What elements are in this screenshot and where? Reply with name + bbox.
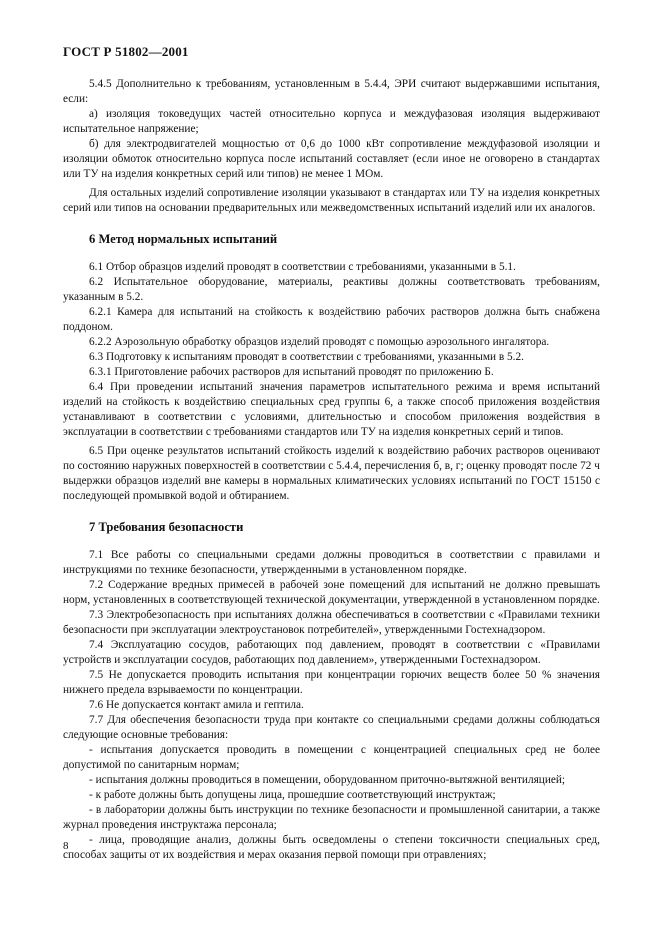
paragraph: 7.4 Эксплуатацию сосудов, работающих под давлением, проводят в соответствии с «Правилами устройств и эксплуатации сосудов, работающих под давлением», утвержденными Гостехнадзором. bbox=[63, 639, 600, 666]
paragraph: б) для электродвигателей мощностью от 0,6 до 1000 кВт сопротивление междуфазовой изоляции и изоляции обмоток относительно корпуса после испытаний составляет (если иное не оговорено в стандартах или ТУ на изделия конкретных серий или типов) не менее 1 МОм. bbox=[63, 138, 600, 180]
paragraph: - испытания должны проводиться в помещении, оборудованном приточно-вытяжной вентиляцией; bbox=[89, 774, 566, 786]
paragraph: 7.6 Не допускается контакт амила и гептила. bbox=[89, 699, 304, 711]
paragraph: Для остальных изделий сопротивление изоляции указывают в стандартах или ТУ на изделия конкретных серий или типов на основании предварительных или межведомственных испытаний изделий или их аналогов. bbox=[63, 187, 600, 214]
paragraph: 6.2 Испытательное оборудование, материалы, реактивы должны соответствовать требованиям, указанным в 5.2. bbox=[63, 276, 600, 303]
page-number: 8 bbox=[63, 840, 69, 852]
paragraph: 6.3 Подготовку к испытаниям проводят в соответствии с требованиями, указанными в 5.2. bbox=[89, 351, 524, 363]
paragraph: 7.3 Электробезопасность при испытаниях должна обеспечиваться в соответствии с «Правилами техники безопасности при эксплуатации электроустановок потребителей», утвержденными Гостехнадзором. bbox=[63, 609, 600, 636]
section-heading: 6 Метод нормальных испытаний bbox=[89, 232, 278, 246]
paragraph: 6.4 При проведении испытаний значения параметров испытательного режима и время испытаний изделий на стойкость к воздействию специальных сред группы 6, а также способ приложения воздействия устанавливают в соответствии с условиями, длительностью и способом приложения воздействия в эксплуатации в соответствии с требованиями стандартов или ТУ на изделия конкретных серий и типов. bbox=[63, 381, 600, 438]
page-header: ГОСТ Р 51802—2001 bbox=[63, 44, 189, 59]
paragraph: 6.2.1 Камера для испытаний на стойкость к воздействию рабочих растворов должна быть снабжена поддоном. bbox=[63, 306, 600, 333]
paragraph: - испытания допускается проводить в помещении с концентрацией специальных сред не более допустимой по санитарным нормам; bbox=[63, 744, 600, 771]
paragraph: 6.2.2 Аэрозольную обработку образцов изделий проводят с помощью аэрозольного ингалятора. bbox=[89, 336, 550, 348]
paragraph: 7.7 Для обеспечения безопасности труда при контакте со специальными средами должны соблюдаться следующие основные требования: bbox=[63, 714, 600, 741]
document-body bbox=[63, 77, 600, 863]
paragraph: а) изоляция токоведущих частей относительно корпуса и междуфазовая изоляция выдерживают испытательное напряжение; bbox=[63, 108, 600, 135]
paragraph: - в лаборатории должны быть инструкции по технике безопасности и промышленной санитарии, а также журнал проведения инструктажа персонала; bbox=[63, 804, 600, 831]
paragraph: 6.1 Отбор образцов изделий проводят в соответствии с требованиями, указанными в 5.1. bbox=[89, 261, 516, 273]
paragraph: 6.5 При оценке результатов испытаний стойкость изделий к воздействию рабочих растворов оценивают по состоянию наружных поверхностей в соответствии с 5.4.4, перечисления б, в, г; оценку проводят после 72 ч выдержки образцов изделий вне камеры в нормальных климатических условиях испытаний по ГОСТ 15150 с последующей промывкой водой и обтиранием. bbox=[63, 445, 600, 502]
paragraph: - к работе должны быть допущены лица, прошедшие соответствующий инструктаж; bbox=[89, 789, 496, 801]
paragraph: 7.1 Все работы со специальными средами должны проводиться в соответствии с правилами и инструкциями по технике безопасности, утвержденными в установленном порядке. bbox=[63, 549, 600, 576]
section-heading: 7 Требования безопасности bbox=[89, 520, 244, 534]
paragraph: 6.3.1 Приготовление рабочих растворов для испытаний проводят по приложению Б. bbox=[89, 366, 494, 378]
paragraph: - лица, проводящие анализ, должны быть осведомлены о степени токсичности специальных сред, способах защиты от их воздействия и мерах оказания первой помощи при отравлениях; bbox=[63, 834, 600, 861]
paragraph: 5.4.5 Дополнительно к требованиям, установленным в 5.4.4, ЭРИ считают выдержавшими испытания, если: bbox=[63, 78, 600, 105]
paragraph: 7.5 Не допускается проводить испытания при концентрации горючих веществ более 50 % значения нижнего предела взрываемости по концентрации. bbox=[63, 669, 600, 696]
paragraph: 7.2 Содержание вредных примесей в рабочей зоне помещений для испытаний не должно превышать норм, установленных в соответствующей технической документации, утвержденной в установленном порядке. bbox=[63, 579, 600, 606]
